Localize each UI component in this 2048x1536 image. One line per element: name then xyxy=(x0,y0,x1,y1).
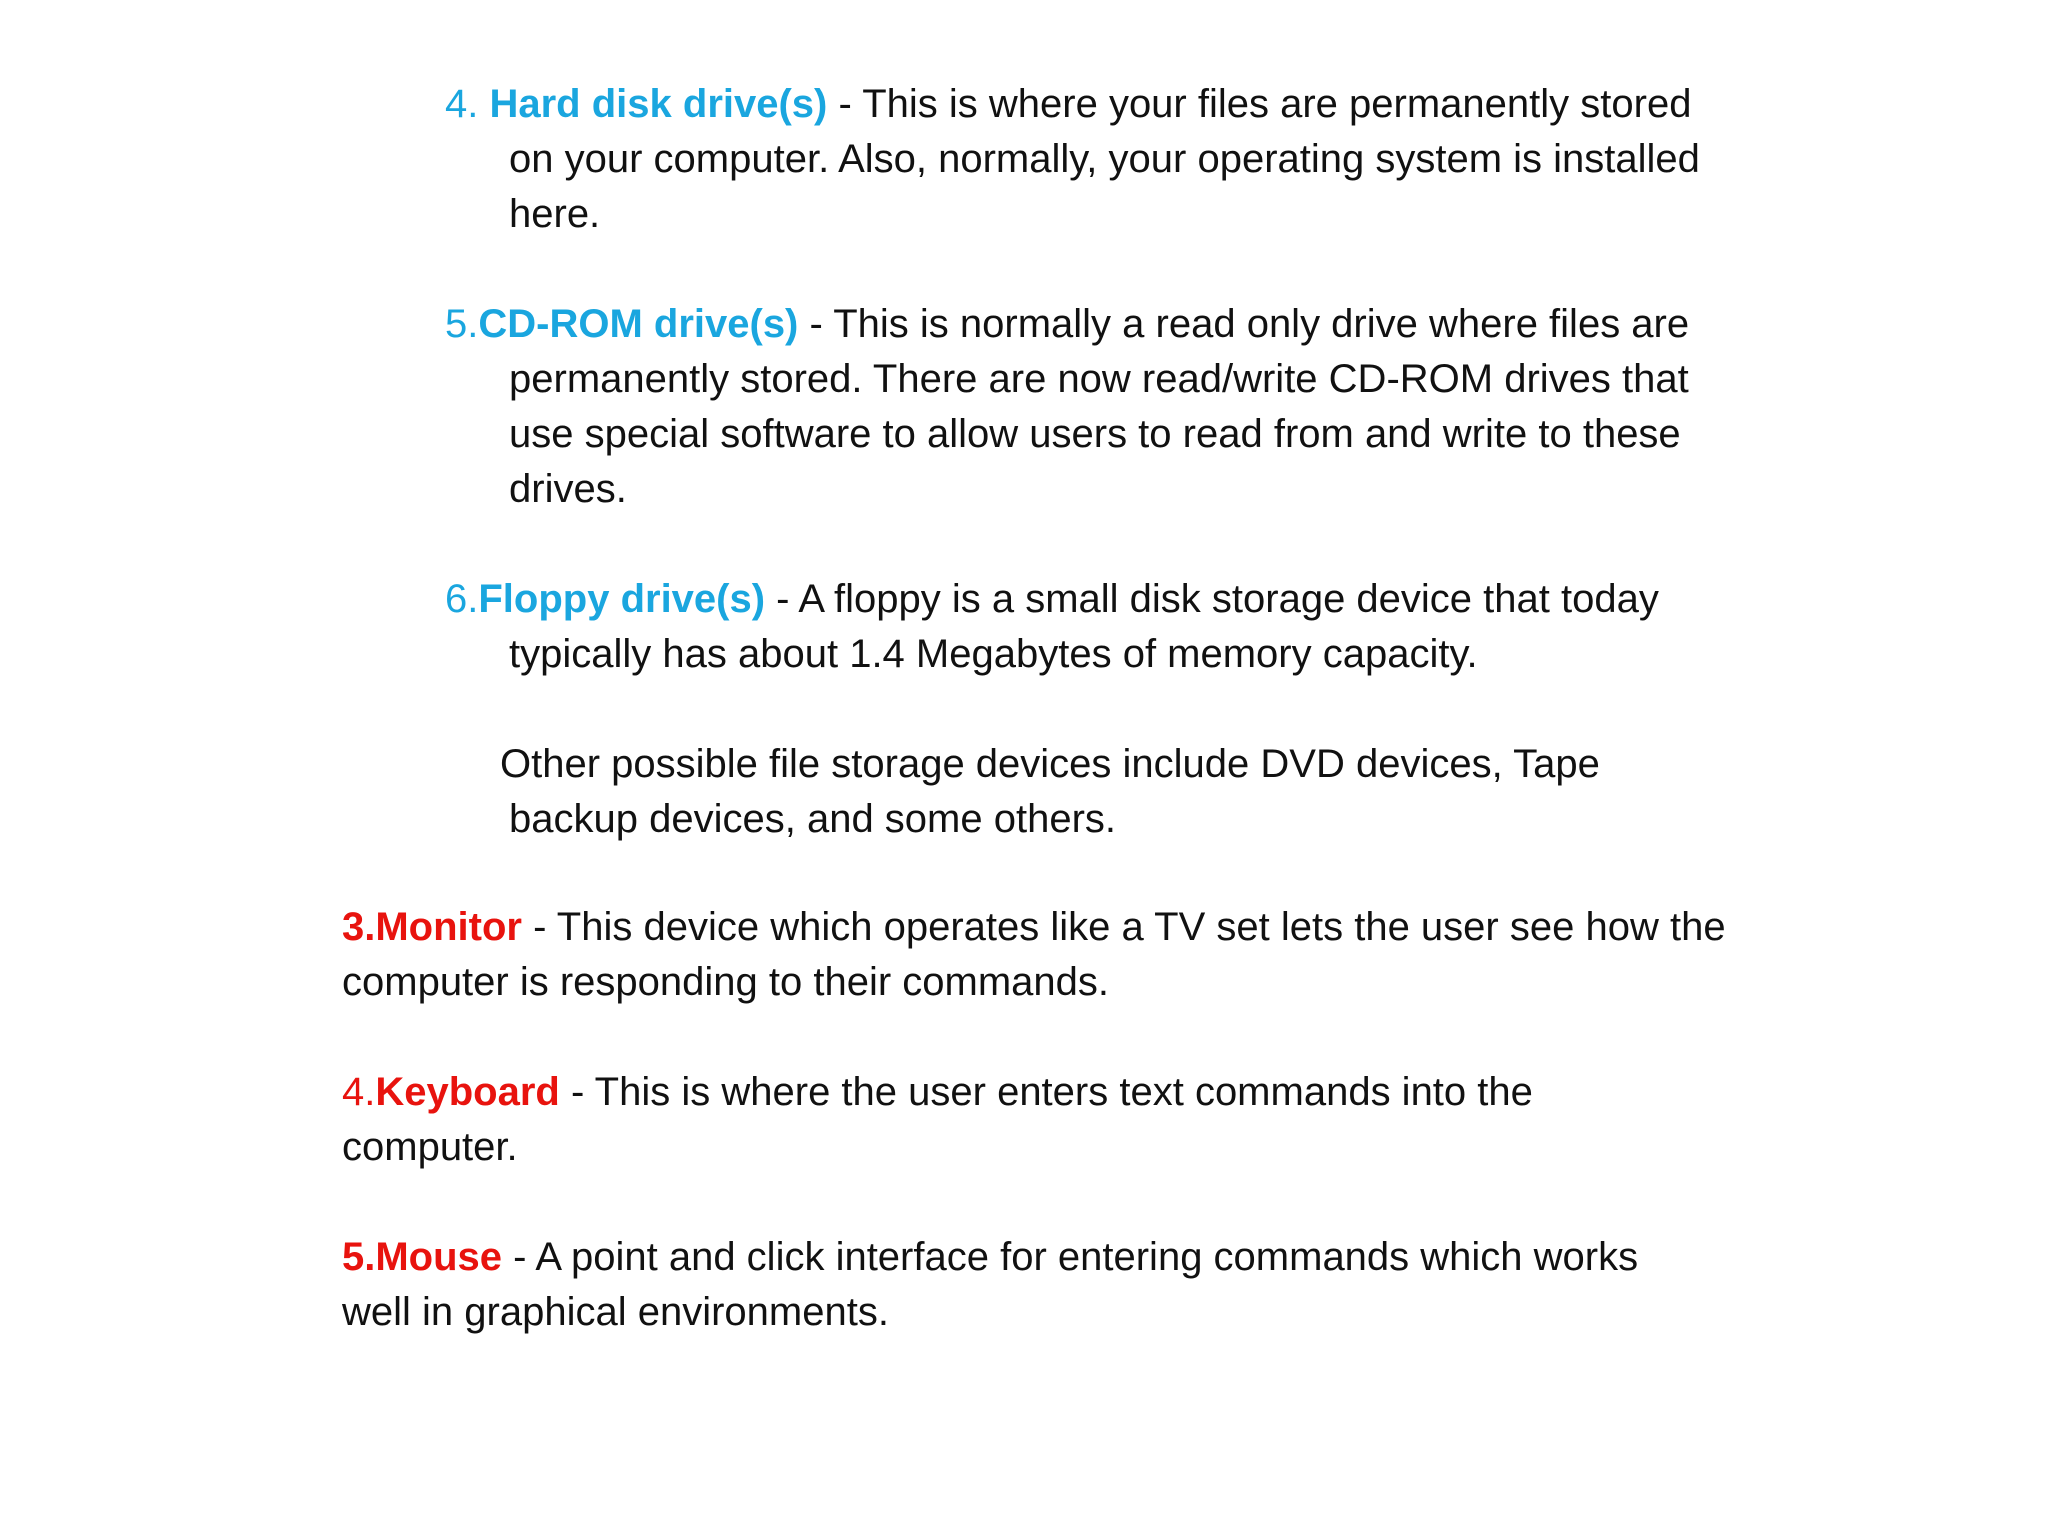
item-text-line: computer. xyxy=(342,1125,518,1169)
list-item-floppy xyxy=(445,572,1805,682)
list-item-monitor xyxy=(342,900,1812,1010)
item-text-line: - This is where the user enters text commands into the xyxy=(559,1070,1533,1114)
item-text-line: - A floppy is a small disk storage device that today xyxy=(765,577,1659,621)
item-term: CD-ROM drive(s) xyxy=(478,302,799,346)
item-text-line: - This is normally a read only drive where files are xyxy=(798,302,1690,346)
item-number: 4. xyxy=(342,1070,376,1114)
item-term: Keyboard xyxy=(375,1070,560,1114)
item-text-line: - This is where your files are permanently stored xyxy=(827,82,1692,126)
list-item-cd-rom xyxy=(445,297,1805,517)
item-text-line: on your computer. Also, normally, your operating system is installed xyxy=(509,137,1700,181)
item-number: 3. xyxy=(342,905,376,949)
list-item-first-line xyxy=(342,1065,1812,1120)
item-term: Mouse xyxy=(375,1235,503,1279)
list-item-hard-disk xyxy=(445,77,1805,242)
item-text-line: typically has about 1.4 Megabytes of memory capacity. xyxy=(509,632,1478,676)
item-number: 5. xyxy=(445,302,479,346)
item-number: 6. xyxy=(445,577,479,621)
list-item-first-line xyxy=(445,572,1805,627)
list-item-first-line xyxy=(445,297,1805,352)
item-number: 5. xyxy=(342,1235,376,1279)
item-text-line: computer is responding to their commands. xyxy=(342,960,1110,1004)
item-text-line: here. xyxy=(509,192,601,236)
list-item-mouse xyxy=(342,1230,1812,1340)
note-text-line: Other possible file storage devices include DVD devices, Tape xyxy=(500,742,1600,786)
item-text-line: permanently stored. There are now read/write CD-ROM drives that xyxy=(509,357,1689,401)
item-term: Monitor xyxy=(375,905,522,949)
item-term: Hard disk drive(s) xyxy=(489,82,828,126)
item-text-line: - This device which operates like a TV set lets the user see how the xyxy=(521,905,1726,949)
list-item-first-line xyxy=(342,900,1812,955)
item-number: 4. xyxy=(445,82,490,126)
item-text-line: drives. xyxy=(509,467,627,511)
item-text-line: well in graphical environments. xyxy=(342,1290,889,1334)
note-text-line: backup devices, and some others. xyxy=(509,797,1117,841)
list-item-first-line xyxy=(445,77,1805,132)
item-text-line: - A point and click interface for entering commands which works xyxy=(502,1235,1639,1279)
item-text-line: use special software to allow users to read from and write to these xyxy=(509,412,1681,456)
list-item-first-line xyxy=(342,1230,1812,1285)
item-term: Floppy drive(s) xyxy=(478,577,766,621)
list-item-keyboard xyxy=(342,1065,1812,1175)
other-storage-note xyxy=(500,737,1800,847)
